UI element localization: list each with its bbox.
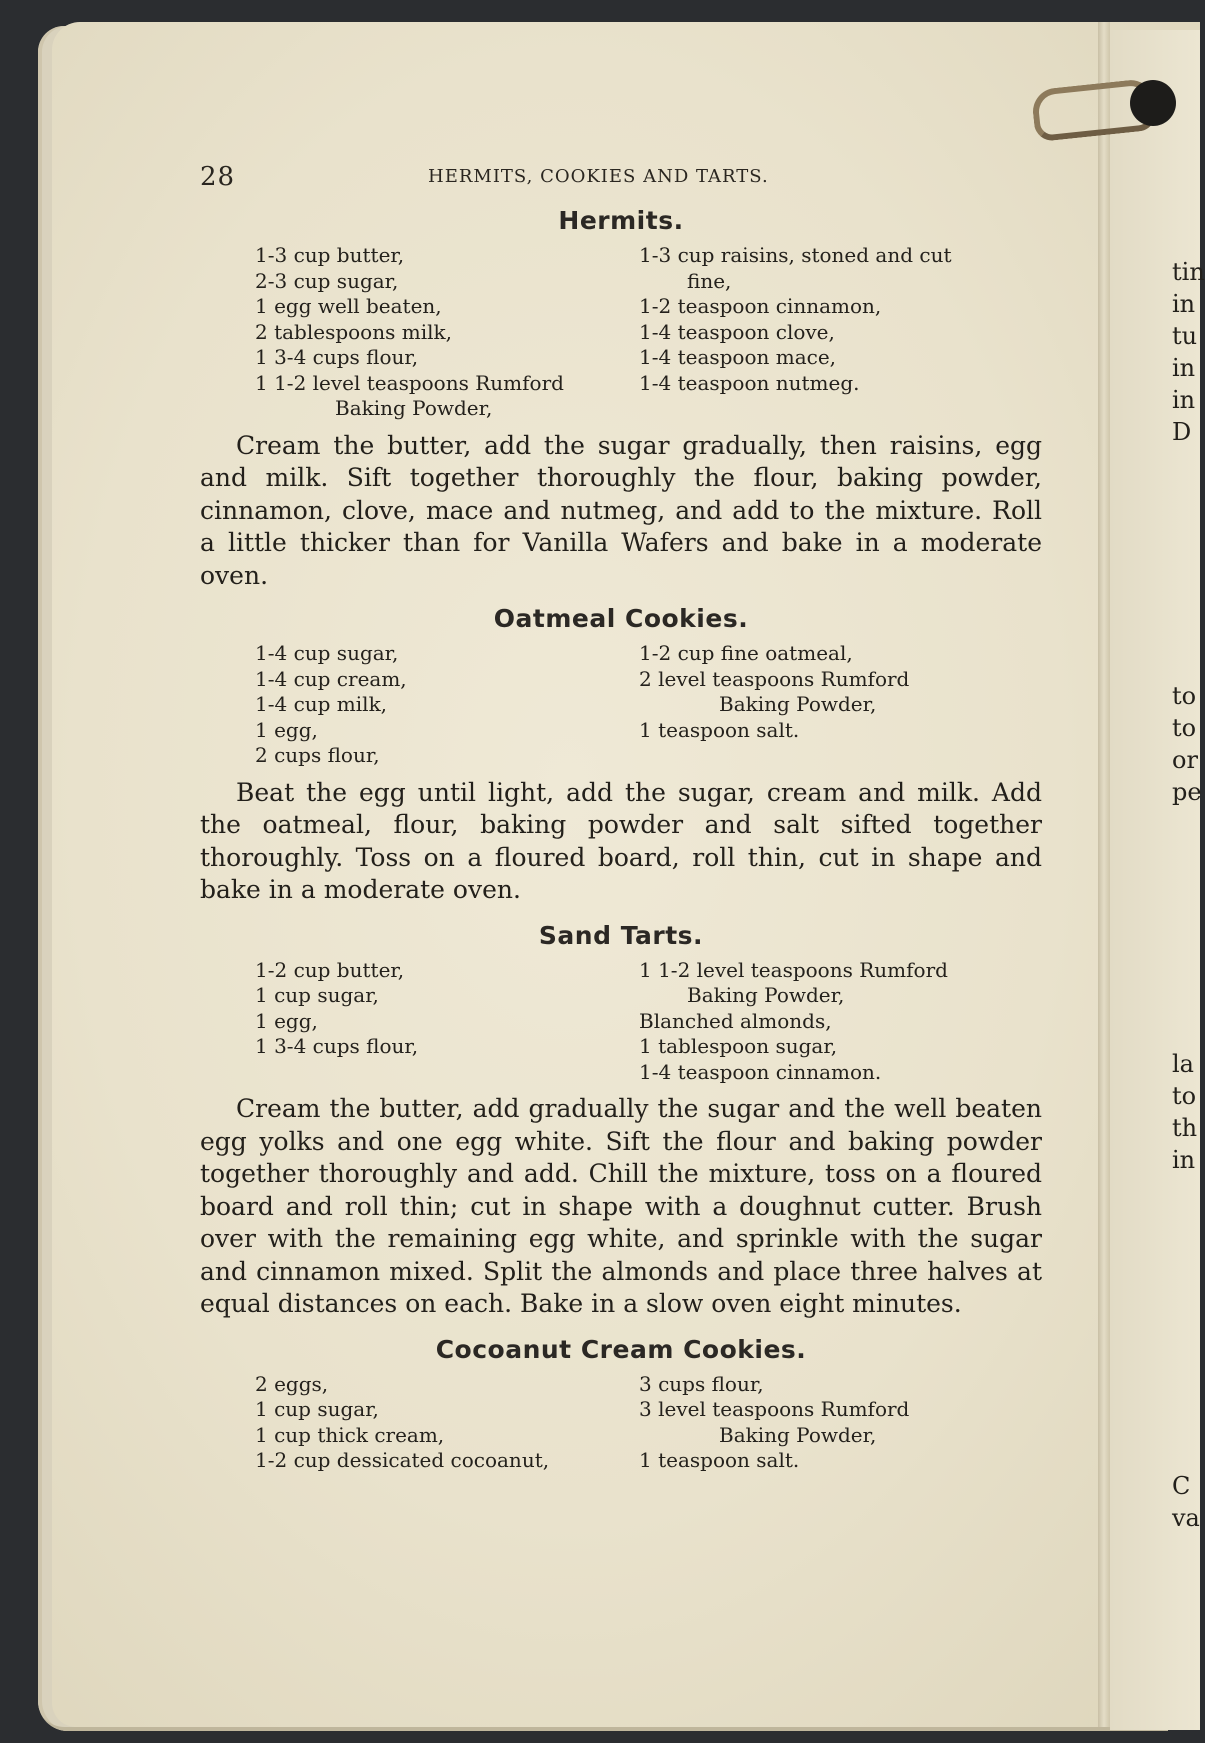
ingredient: 2 tablespoons milk, bbox=[255, 319, 452, 344]
recipe-title: Oatmeal Cookies. bbox=[493, 604, 749, 633]
ingredient: 1-4 teaspoon clove, bbox=[639, 319, 835, 344]
recipe-hermits bbox=[200, 206, 1042, 592]
facing-fragment: th bbox=[1172, 1114, 1198, 1142]
binding-hole bbox=[1130, 80, 1176, 126]
facing-fragment: D bbox=[1172, 418, 1192, 446]
ingredient: 1 3-4 cups flour, bbox=[255, 1034, 419, 1058]
page-number: 28 bbox=[200, 162, 236, 192]
ingredient: 1-4 teaspoon nutmeg. bbox=[639, 370, 860, 395]
book-gutter bbox=[1098, 22, 1110, 1727]
facing-fragment: pe bbox=[1172, 778, 1202, 806]
facing-fragment: in bbox=[1172, 386, 1196, 414]
ingredient: 3 level teaspoons Rumford Baking Powder, bbox=[639, 1397, 910, 1447]
ingredient-column-left bbox=[200, 1372, 639, 1474]
recipe-cocoanut-cream-cookies bbox=[200, 1335, 1042, 1474]
recipe-title: Cocoanut Cream Cookies. bbox=[435, 1334, 807, 1364]
ingredient-column-right bbox=[639, 243, 1039, 422]
recipe-sand-tarts bbox=[200, 921, 1042, 1321]
facing-fragment: to bbox=[1172, 714, 1197, 742]
ingredient: 1-3 cup raisins, stoned and cut fine, bbox=[639, 243, 952, 293]
ingredient-column-left bbox=[200, 243, 639, 422]
facing-fragment: in bbox=[1172, 290, 1196, 318]
ingredient: 1 cup thick cream, bbox=[255, 1422, 445, 1447]
ingredient-column-left bbox=[200, 958, 639, 1086]
ingredient: 1 1-2 level teaspoons Rumford Baking Powder, bbox=[639, 957, 948, 1007]
ingredient: 1 cup sugar, bbox=[255, 1397, 379, 1421]
ingredient: 2 cups flour, bbox=[255, 743, 380, 767]
facing-fragment: to bbox=[1172, 1082, 1197, 1110]
ingredient-list bbox=[200, 958, 1042, 1086]
ingredient: 1-4 cup milk, bbox=[255, 692, 388, 716]
ingredient: 1-4 cup cream, bbox=[255, 666, 407, 691]
ingredient-column-right bbox=[639, 1372, 1039, 1474]
ingredient-list bbox=[200, 243, 1042, 422]
facing-fragment: tin bbox=[1172, 258, 1205, 286]
facing-fragment: in bbox=[1172, 354, 1196, 382]
ingredient: 1 3-4 cups flour, bbox=[255, 345, 419, 369]
ingredient-column-right bbox=[639, 958, 1039, 1086]
ingredient: 1-2 cup dessicated cocoanut, bbox=[255, 1448, 550, 1472]
facing-fragment: va bbox=[1172, 1504, 1200, 1532]
ingredient: 1-2 cup butter, bbox=[255, 957, 405, 982]
ingredient: 2-3 cup sugar, bbox=[255, 268, 399, 293]
facing-fragment: tu bbox=[1172, 322, 1198, 350]
page-content bbox=[200, 206, 1042, 1482]
ingredient: 2 level teaspoons Rumford Baking Powder, bbox=[639, 666, 910, 716]
running-head bbox=[200, 162, 1040, 192]
ingredient: 1 cup sugar, bbox=[255, 983, 379, 1007]
ingredient: 1-4 teaspoon mace, bbox=[639, 345, 837, 369]
chapter-title: HERMITS, COOKIES AND TARTS. bbox=[428, 166, 769, 187]
recipe-method: Cream the butter, add gradually the sugar and the well beaten egg yolks and one egg white. Sift the flour and baking powder together thoroughly and add. Chill the mixture, toss on a floured board and roll thin; cut in shape with a doughnut cutter. Brush over with the remaining egg white, and sprinkle with the sugar and cinnamon mixed. Split the almonds and place three halves at equal distances on each. Bake in a slow oven eight minutes. bbox=[200, 1094, 1042, 1318]
ingredient-list bbox=[200, 1372, 1042, 1474]
ingredient: 1-4 teaspoon cinnamon. bbox=[639, 1059, 882, 1084]
ingredient-column-right bbox=[639, 641, 1039, 769]
ingredient: 1-4 cup sugar, bbox=[255, 641, 399, 665]
ingredient: 3 cups flour, bbox=[639, 1371, 764, 1396]
ingredient: 1 egg well beaten, bbox=[255, 294, 442, 318]
recipe-oatmeal-cookies bbox=[200, 604, 1042, 907]
recipe-method: Cream the butter, add the sugar gradually, then raisins, egg and milk. Sift together thoroughly the flour, baking powder, cinnamon, clove, mace and nutmeg, and add to the mixture. Roll a little thicker than for Vanilla Wafers and bake in a moderate oven. bbox=[200, 430, 1042, 590]
recipe-method: Beat the egg until light, add the sugar, cream and milk. Add the oatmeal, flour, baking powder and salt sifted together thoroughly. Toss on a floured board, roll thin, cut in shape and bake in a moderate oven. bbox=[200, 777, 1042, 904]
ingredient: 1 teaspoon salt. bbox=[639, 1448, 800, 1472]
facing-fragment: to bbox=[1172, 682, 1197, 710]
ingredient: 1 egg, bbox=[255, 717, 318, 742]
ingredient: 1 egg, bbox=[255, 1008, 318, 1033]
ingredient: 1-2 teaspoon cinnamon, bbox=[639, 294, 882, 318]
facing-fragment: or bbox=[1172, 746, 1198, 774]
facing-fragment: in bbox=[1172, 1146, 1196, 1174]
ingredient: 1-3 cup butter, bbox=[255, 243, 405, 267]
ingredient-column-left bbox=[200, 641, 639, 769]
recipe-title: Hermits. bbox=[558, 206, 684, 235]
ingredient: 1-2 cup fine oatmeal, bbox=[639, 641, 853, 665]
ingredient: 1 tablespoon sugar, bbox=[639, 1034, 838, 1058]
facing-fragment: C bbox=[1172, 1472, 1191, 1500]
ingredient: 2 eggs, bbox=[255, 1371, 329, 1396]
ingredient: 1 teaspoon salt. bbox=[639, 717, 800, 742]
facing-fragment: la bbox=[1172, 1050, 1194, 1078]
ingredient: 1 1-2 level teaspoons Rumford Baking Powder, bbox=[255, 370, 564, 420]
ingredient-list bbox=[200, 641, 1042, 769]
ingredient: Blanched almonds, bbox=[639, 1008, 832, 1033]
recipe-title: Sand Tarts. bbox=[538, 920, 704, 950]
